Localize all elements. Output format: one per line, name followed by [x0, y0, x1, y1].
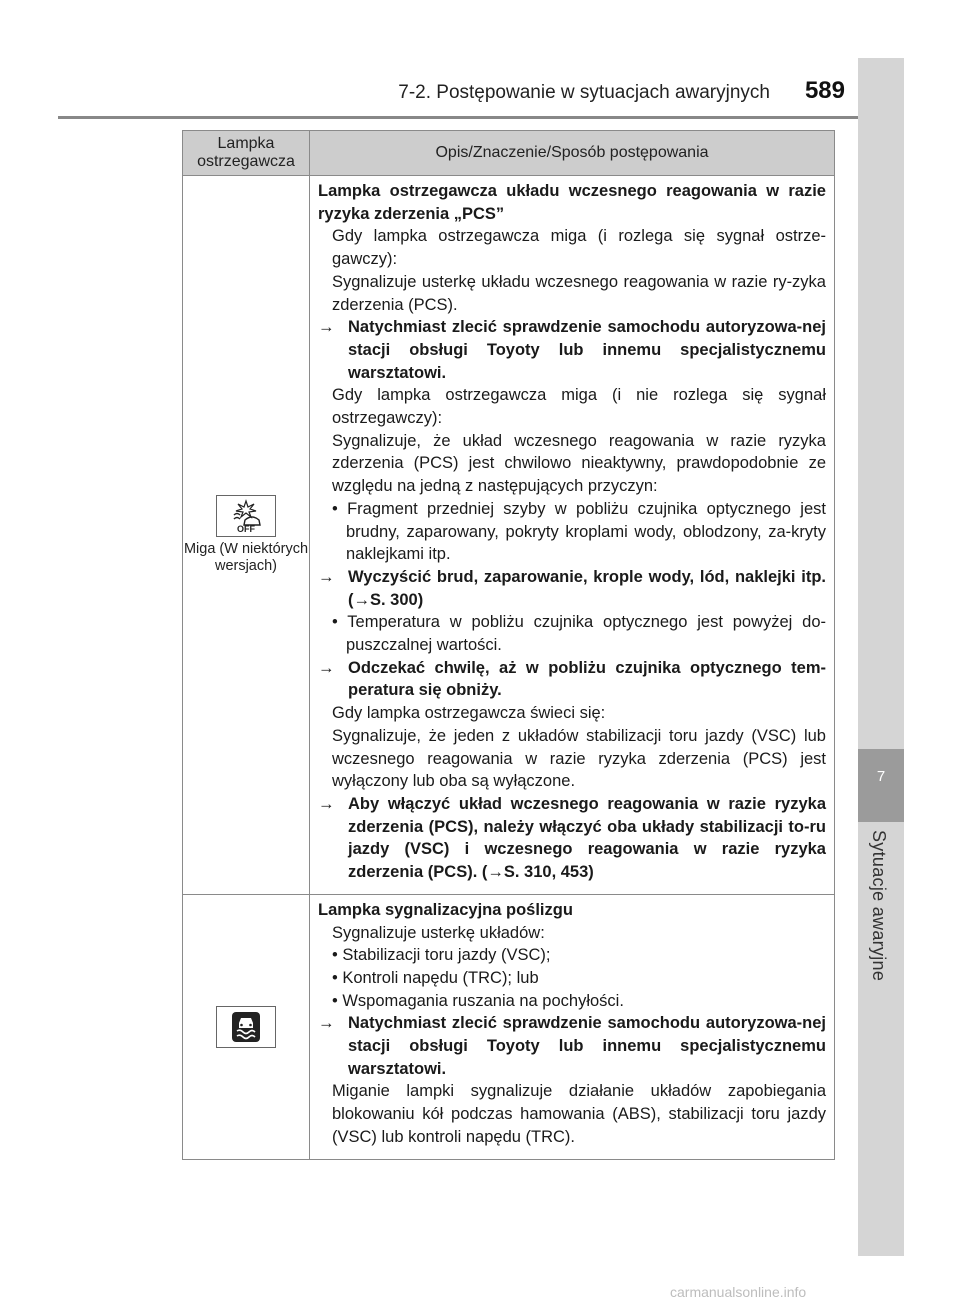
icon-cell — [183, 894, 310, 1159]
action-item: → Odczekać chwilę, aż w pobliżu czujnika optycznego tem-peratura się obniży. — [318, 658, 826, 700]
table-header-row — [183, 131, 835, 176]
col-header-description: Opis/Znaczenie/Sposób postępowania — [310, 131, 835, 176]
bullet-item: • Fragment przedniej szyby w pobliżu czujnika optycznego jest brudny, zaparowany, pokryty kroplami wody, oblodzony, za-kryty naklejkami itp. — [332, 499, 826, 564]
ref-arrow-icon: → — [487, 863, 504, 882]
description-cell — [310, 176, 835, 895]
arrow-icon: → — [318, 318, 335, 337]
icon-cell — [183, 176, 310, 895]
watermark: carmanualsonline.info — [670, 1284, 807, 1300]
lamp-title: Lampka ostrzegawcza układu wczesnego reagowania w razie ryzyka zderzenia „PCS” — [318, 182, 826, 223]
bullet-item: • Temperatura w pobliżu czujnika optycznego jest powyżej do-puszczalnej wartości. — [332, 613, 826, 655]
description-text: Sygnalizuje, że jeden z układów stabilizacji toru jazdy (VSC) lub wczesnego reagowania w razie ryzyka zderzenia (PCS) jest wyłączony lub oba są wyłączone. — [332, 726, 826, 791]
page-reference[interactable]: S. 300) — [370, 590, 424, 609]
page-number: 589 — [804, 77, 845, 104]
description-text: Sygnalizuje usterkę układu wczesnego reagowania w razie ry-zyka zderzenia (PCS). — [332, 272, 826, 314]
chapter-number: 7 — [876, 768, 886, 785]
bullet-item: • Kontroli napędu (TRC); lub — [332, 968, 539, 987]
bullet-item: • Wspomagania ruszania na pochyłości. — [332, 991, 624, 1010]
description-text: Miganie lampki sygnalizuje działanie układów zapobiegania blokowaniu kół podczas hamowania (ABS), stabilizacji toru jazdy (VSC) lub kontroli napędu (TRC). — [332, 1082, 826, 1146]
warning-lamp-table — [182, 130, 835, 1160]
pcs-off-warning-icon — [216, 495, 276, 537]
description-cell — [310, 894, 835, 1159]
section-title: 7-2. Postępowanie w sytuacjach awaryjnych — [398, 82, 770, 103]
side-tab-strip — [858, 58, 904, 1256]
action-item: → Wyczyścić brud, zaparowanie, krople wody, lód, naklejki itp. (→S. 300) — [318, 567, 826, 609]
page-reference[interactable]: S. 310, 453) — [503, 863, 594, 882]
arrow-icon: → — [318, 658, 335, 677]
chapter-label: Sytuacje awaryjne — [869, 830, 889, 982]
bullet-item: • Stabilizacji toru jazdy (VSC); — [332, 946, 551, 965]
col-header-lamp: Lampka ostrzegawcza — [183, 131, 310, 176]
condition-text: Gdy lampka ostrzegawcza świeci się: — [332, 704, 606, 723]
arrow-icon: → — [318, 794, 335, 813]
action-item: → Natychmiast zlecić sprawdzenie samochodu autoryzowa-nej stacji obsługi Toyoty lub innemu specjalistycznemu warsztatowi. — [318, 318, 826, 382]
slip-indicator-icon — [216, 1006, 276, 1048]
condition-text: Gdy lampka ostrzegawcza miga (i nie rozlega się sygnał ostrzegawczy): — [332, 386, 826, 428]
icon-caption: Miga (W niektórych wersjach) — [183, 540, 309, 574]
ref-arrow-icon: → — [353, 590, 370, 609]
action-item: → Natychmiast zlecić sprawdzenie samochodu autoryzowa-nej stacji obsługi Toyoty lub innemu specjalistycznemu warsztatowi. — [318, 1014, 826, 1078]
table-row — [183, 894, 835, 1159]
condition-text: Gdy lampka ostrzegawcza miga (i rozlega się sygnał ostrze-gawczy): — [332, 227, 826, 269]
arrow-icon: → — [318, 567, 335, 586]
table-row — [183, 176, 835, 895]
header-rule — [58, 116, 858, 119]
svg-text:OFF: OFF — [237, 523, 255, 533]
description-text: Sygnalizuje, że układ wczesnego reagowania w razie ryzyka zderzenia (PCS) jest chwilowo nieaktywny, prawdopodobnie ze względu na jedną z następujących przyczyn: — [332, 431, 826, 496]
lamp-title: Lampka sygnalizacyjna poślizgu — [318, 900, 573, 919]
action-item: → Aby włączyć układ wczesnego reagowania w razie ryzyka zderzenia (PCS), należy włączyć oba układy stabilizacji to-ru jazdy (VSC) i wczesnego reagowania w razie ryzyka zderzenia (PCS). (→S. 310, 453) — [318, 794, 826, 882]
chapter-tab — [858, 749, 904, 822]
description-text: Sygnalizuje usterkę układów: — [332, 923, 545, 942]
arrow-icon: → — [318, 1014, 335, 1033]
